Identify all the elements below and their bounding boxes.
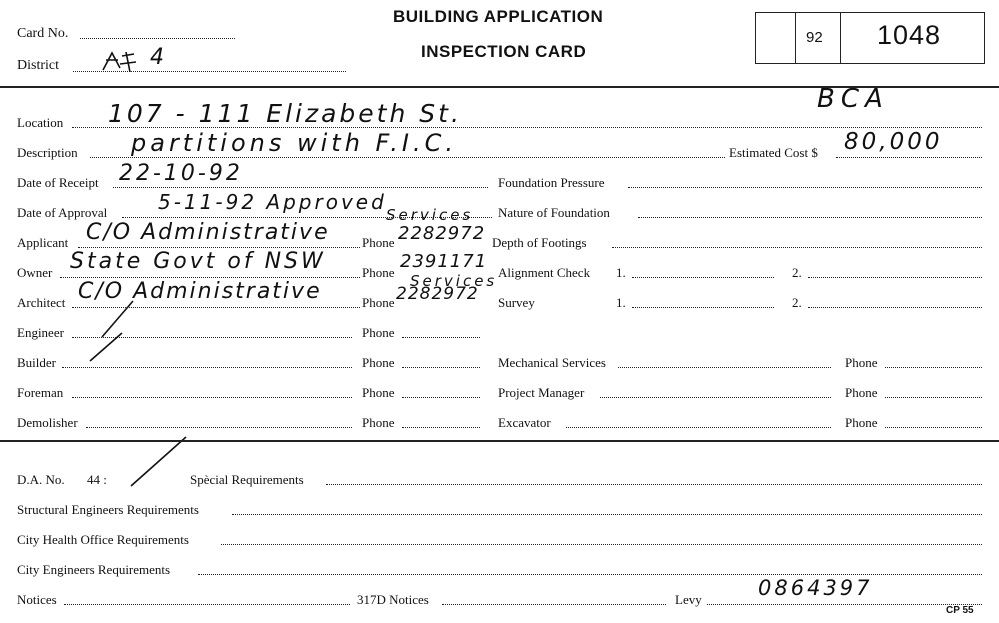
special-requirements-label: Spècial Requirements xyxy=(190,472,304,487)
alignment-item-2-label: 2. xyxy=(792,265,802,280)
date-receipt-value: 22-10-92 xyxy=(119,161,243,186)
survey-item-2-label: 2. xyxy=(792,295,802,310)
description-value: partitions with F.I.C. xyxy=(131,129,457,157)
special-requirements-field[interactable] xyxy=(326,484,982,485)
date-approval-value: 5-11-92 Approved xyxy=(158,190,387,214)
da-strike-mark xyxy=(131,437,186,486)
estimated-cost-label: Estimated Cost $ xyxy=(729,145,818,160)
project-manager-label: Project Manager xyxy=(498,385,585,400)
district-value: 4 xyxy=(150,45,167,70)
survey-item-1-label: 1. xyxy=(616,295,626,310)
notices-317d-field[interactable] xyxy=(442,604,666,605)
architect-phone-value: 2282972 xyxy=(396,284,479,304)
notices-field[interactable] xyxy=(64,604,350,605)
nature-foundation-label: Nature of Foundation xyxy=(498,205,610,220)
alignment-check-label: Alignment Check xyxy=(498,265,591,280)
engineer-label: Engineer xyxy=(17,325,64,340)
structural-requirements-field[interactable] xyxy=(232,514,982,515)
district-label: District xyxy=(17,58,59,73)
location-value: 107 - 111 Elizabeth St. xyxy=(108,99,462,128)
description-label: Description xyxy=(17,145,78,160)
alignment-item-1-label: 1. xyxy=(616,265,626,280)
foreman-label: Foreman xyxy=(17,385,64,400)
notices-label: Notices xyxy=(17,592,57,607)
health-requirements-label: City Health Office Requirements xyxy=(17,532,189,547)
levy-value: 0864397 xyxy=(758,576,873,600)
card-number-value: 1048 xyxy=(877,20,942,50)
owner-phone-value: 2391171 xyxy=(400,251,488,272)
title-line-1: BUILDING APPLICATION xyxy=(393,7,604,26)
foundation-pressure-label: Foundation Pressure xyxy=(498,175,605,190)
applicant-phone-value: 2282972 xyxy=(398,223,486,244)
location-label: Location xyxy=(17,115,64,130)
health-requirements-field[interactable] xyxy=(221,544,982,545)
city-engineers-requirements-label: City Engineers Requirements xyxy=(17,562,171,577)
demolisher-label: Demolisher xyxy=(17,415,78,430)
city-engineers-requirements-field[interactable] xyxy=(198,574,982,575)
card-no-label: Card No. xyxy=(17,26,69,41)
owner-phone-label: Phone xyxy=(362,265,395,280)
project-manager-phone-label: Phone xyxy=(845,385,878,400)
builder-strike-mark xyxy=(90,333,122,361)
architect-phone-label: Phone xyxy=(362,295,395,310)
structural-requirements-label: Structural Engineers Requirements xyxy=(17,502,199,517)
bca-stamp: BCA xyxy=(817,84,889,114)
applicant-phone-label: Phone xyxy=(362,235,395,250)
builder-phone-label: Phone xyxy=(362,355,395,370)
da-no-value: 44 : xyxy=(87,472,107,487)
owner-value: State Govt of NSW xyxy=(70,249,326,274)
title-line-2: INSPECTION CARD xyxy=(421,42,587,61)
demolisher-phone-label: Phone xyxy=(362,415,395,430)
form-code: CP 55 xyxy=(946,605,974,616)
date-approval-label: Date of Approval xyxy=(17,205,108,220)
levy-label: Levy xyxy=(675,592,702,607)
applicant-label: Applicant xyxy=(17,235,69,250)
levy-field[interactable] xyxy=(707,604,982,605)
mechanical-phone-label: Phone xyxy=(845,355,878,370)
survey-label: Survey xyxy=(498,295,535,310)
excavator-label: Excavator xyxy=(498,415,551,430)
engineer-phone-label: Phone xyxy=(362,325,395,340)
depth-footings-label: Depth of Footings xyxy=(492,235,587,250)
year-value: 92 xyxy=(806,29,823,46)
da-no-label: D.A. No. xyxy=(17,472,65,487)
foreman-phone-label: Phone xyxy=(362,385,395,400)
estimated-cost-value: 80,000 xyxy=(844,129,943,155)
section-rule xyxy=(0,440,999,442)
architect-services: Services xyxy=(410,272,498,290)
engineer-strike-mark xyxy=(102,301,133,337)
applicant-services: Services xyxy=(386,206,474,224)
owner-label: Owner xyxy=(17,265,53,280)
applicant-value: C/O Administrative xyxy=(86,220,330,245)
architect-label: Architect xyxy=(17,295,66,310)
builder-label: Builder xyxy=(17,355,56,370)
notices-317d-label: 317D Notices xyxy=(357,592,429,607)
architect-value: C/O Administrative xyxy=(78,279,322,304)
excavator-phone-label: Phone xyxy=(845,415,878,430)
mechanical-services-label: Mechanical Services xyxy=(498,355,606,370)
date-receipt-label: Date of Receipt xyxy=(17,175,99,190)
